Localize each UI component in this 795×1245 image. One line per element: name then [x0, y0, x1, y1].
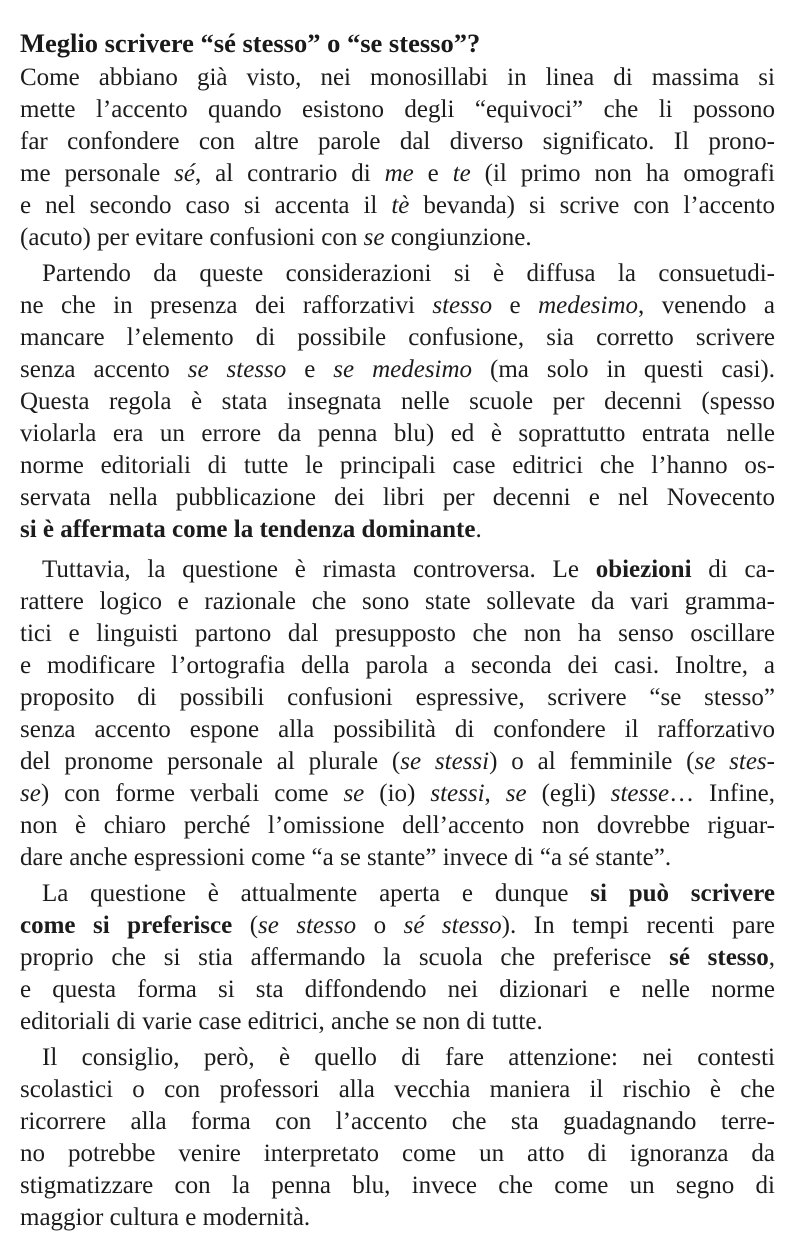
- text-run: ,: [484, 780, 506, 807]
- text-line: [20, 322, 775, 354]
- text-run: stigmatizzare con la penna blu, invece che come un segno di: [20, 1172, 775, 1199]
- italic-text: stessi: [430, 780, 485, 807]
- text-line: [20, 1042, 775, 1074]
- text-line: [20, 714, 775, 746]
- text-line: [20, 514, 775, 546]
- text-run: proprio che si stia affermando la scuola che preferisce: [20, 944, 670, 971]
- text-run: .: [475, 516, 482, 543]
- text-line: [20, 974, 775, 1006]
- text-run: e: [492, 292, 539, 319]
- text-run: e modificare l’ortografia della parola a seconda dei casi. Inoltre, a: [20, 652, 775, 679]
- text-run: ) o al femminile (: [489, 748, 695, 775]
- text-run: dare anche espressioni come “a se stante” invece di “a sé stante”.: [20, 844, 672, 871]
- text-run: ). In tempi recenti pare: [501, 912, 776, 939]
- italic-text: te: [452, 160, 471, 187]
- text-line: [20, 290, 775, 322]
- text-line: [20, 910, 775, 942]
- text-run: (il primo non ha omografi: [470, 160, 775, 187]
- text-run: mette l’accento quando esistono degli “equivoci” che li possono: [20, 96, 775, 123]
- text-line: [20, 158, 775, 190]
- text-run: e nel secondo caso si accenta il: [20, 192, 392, 219]
- text-line: [20, 1170, 775, 1202]
- article: [20, 26, 775, 1234]
- paragraph-4: [20, 878, 775, 1038]
- italic-text: se medesimo: [333, 356, 473, 383]
- text-run: … Infine,: [669, 780, 775, 807]
- italic-text: se stessi: [400, 748, 490, 775]
- italic-text: stesse: [610, 780, 670, 807]
- text-run: (ma solo in questi casi).: [472, 356, 775, 383]
- text-line: [20, 878, 775, 910]
- text-run: ricorrere alla forma con l’accento che sta guadagnando terre-: [20, 1108, 775, 1135]
- text-line: [20, 386, 775, 418]
- text-run: ,: [768, 944, 776, 971]
- italic-text: me: [384, 160, 414, 187]
- text-run: ) con forme verbali come: [40, 780, 344, 807]
- text-run: mancare l’elemento di possibile confusione, sia corretto scrivere: [20, 324, 775, 351]
- italic-text: se: [343, 780, 365, 807]
- text-run: del pronome personale al plurale (: [20, 748, 401, 775]
- italic-text: sé stesso: [403, 912, 502, 939]
- text-run: far confondere con altre parole dal diverso significato. Il prono-: [20, 128, 775, 155]
- italic-text: se: [505, 780, 527, 807]
- text-run: me personale: [20, 160, 175, 187]
- italic-text: se: [363, 224, 385, 251]
- text-line: [20, 354, 775, 386]
- text-run: norme editoriali di tutte le principali case editrici che l’hanno os-: [20, 452, 775, 479]
- paragraph-5: [20, 1042, 775, 1234]
- italic-text: stesso: [432, 292, 493, 319]
- paragraph-2: [20, 258, 775, 546]
- text-run: (egli): [526, 780, 611, 807]
- text-run: , venendo a: [638, 292, 775, 319]
- text-run: violarla era un errore da penna blu) ed è soprattutto entrata nelle: [20, 420, 775, 447]
- italic-text: se: [20, 780, 41, 807]
- text-run: Questa regola è stata insegnata nelle scuole per decenni (spesso: [20, 388, 775, 415]
- text-run: di ca-: [691, 556, 775, 583]
- text-line: [20, 258, 775, 290]
- text-line: [20, 1202, 775, 1234]
- text-line: [20, 1106, 775, 1138]
- text-run: non è chiaro perché l’omissione dell’accento non dovrebbe riguar-: [20, 812, 775, 839]
- text-run: Tuttavia, la questione è rimasta controversa. Le: [42, 556, 596, 583]
- text-run: senza accento: [20, 356, 188, 383]
- text-run: (io): [364, 780, 431, 807]
- text-run: no potrebbe venire interpretato come un atto di ignoranza da: [20, 1140, 775, 1167]
- italic-text: se stesso: [187, 356, 287, 383]
- text-line: [20, 1074, 775, 1106]
- text-run: scolastici o con professori alla vecchia maniera il rischio è che: [20, 1076, 775, 1103]
- text-line: [20, 126, 775, 158]
- text-run: o: [356, 912, 404, 939]
- text-run: servata nella pubblicazione dei libri per decenni e nel Novecento: [20, 484, 775, 511]
- text-line: [20, 482, 775, 514]
- text-run: Come abbiano già visto, nei monosillabi in linea di massima si: [20, 64, 775, 91]
- article-title: Meglio scrivere “sé stesso” o “se stesso”?: [20, 28, 481, 58]
- paragraph-3: [20, 554, 775, 874]
- italic-text: medesimo: [538, 292, 639, 319]
- text-run: e questa forma si sta diffondendo nei dizionari e nelle norme: [20, 976, 775, 1003]
- paragraph-1: [20, 62, 775, 254]
- text-line: [20, 586, 775, 618]
- text-line: [20, 1006, 775, 1038]
- text-run: senza accento espone alla possibilità di confondere il rafforzativo: [20, 716, 775, 743]
- italic-text: se stesso: [258, 912, 357, 939]
- bold-text: obiezioni: [595, 556, 692, 583]
- italic-text: se stes-: [694, 748, 775, 775]
- bold-text: si è affermata come la tendenza dominante: [20, 516, 476, 543]
- text-run: ne che in presenza dei rafforzativi: [20, 292, 433, 319]
- text-line: [20, 682, 775, 714]
- text-line: [20, 62, 775, 94]
- text-line: [20, 842, 775, 874]
- text-run: e: [286, 356, 334, 383]
- text-run: La questione è attualmente aperta e dunque: [42, 880, 591, 907]
- text-line: [20, 450, 775, 482]
- text-run: Partendo da queste considerazioni si è diffusa la consuetudi-: [42, 260, 775, 287]
- italic-text: sé: [174, 160, 195, 187]
- bold-text: sé stesso: [669, 944, 769, 971]
- text-run: , al contrario di: [194, 160, 385, 187]
- text-line: [20, 190, 775, 222]
- text-line: [20, 1138, 775, 1170]
- text-run: editoriali di varie case editrici, anche se non di tutte.: [20, 1008, 543, 1035]
- text-line: [20, 810, 775, 842]
- italic-text: tè: [391, 192, 410, 219]
- text-run: (: [232, 912, 259, 939]
- text-line: [20, 942, 775, 974]
- text-run: proposito di possibili confusioni espressive, scrivere “se stesso”: [20, 684, 775, 711]
- text-run: e: [413, 160, 453, 187]
- text-line: [20, 418, 775, 450]
- text-run: bevanda) si scrive con l’accento: [409, 192, 775, 219]
- text-line: [20, 222, 775, 254]
- text-line: [20, 554, 775, 586]
- text-line: [20, 778, 775, 810]
- bold-text: si può scrivere: [590, 880, 775, 907]
- text-run: rattere logico e razionale che sono state sollevate da vari gramma-: [20, 588, 775, 615]
- text-run: Il consiglio, però, è quello di fare attenzione: nei contesti: [42, 1044, 775, 1071]
- text-line: [20, 94, 775, 126]
- text-line: [20, 650, 775, 682]
- text-run: (acuto) per evitare confusioni con: [20, 224, 364, 251]
- text-run: congiunzione.: [384, 224, 532, 251]
- text-line: [20, 618, 775, 650]
- bold-text: come si preferisce: [20, 912, 233, 939]
- text-line: [20, 746, 775, 778]
- text-run: tici e linguisti partono dal presupposto che non ha senso oscillare: [20, 620, 775, 647]
- text-run: maggior cultura e modernità.: [20, 1204, 311, 1231]
